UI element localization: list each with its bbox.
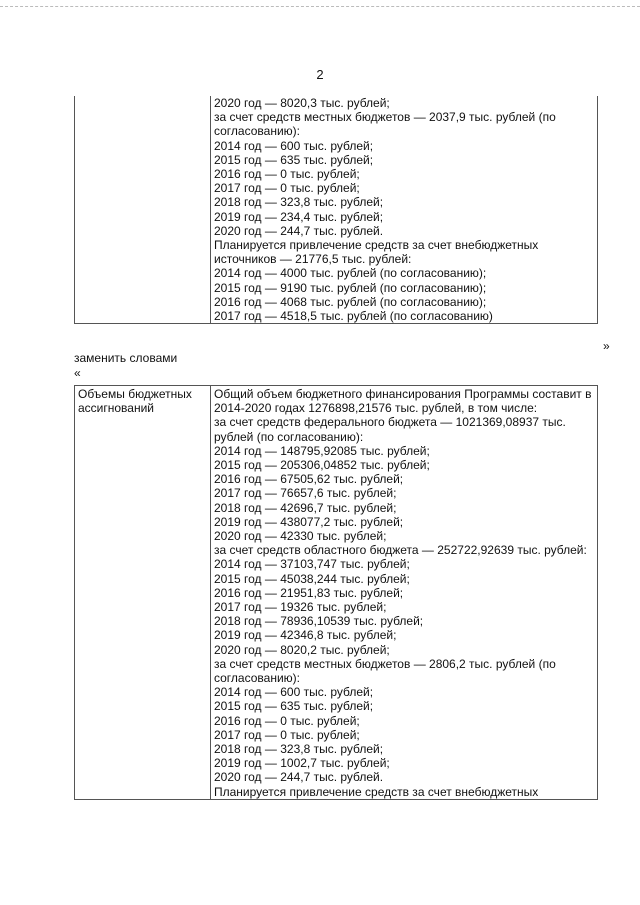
table-line: 2018 год — 78936,10539 тыс. рублей; [214,614,424,629]
table-line: 2014 год — 600 тыс. рублей; [214,685,374,700]
table-line: Планируется привлечение средств за счет внебюджетных источников — 21776,5 тыс. рублей: [214,238,539,267]
table-row [75,386,598,800]
table-line: 2016 год — 0 тыс. рублей; [214,167,360,182]
table-line: 2017 год — 0 тыс. рублей; [214,181,360,196]
table-label-cell-empty [75,96,211,324]
budget-allocations-label: Объемы бюджетных ассигнований [78,387,192,416]
table-line: 2015 год — 635 тыс. рублей; [214,699,374,714]
table-line: 2014 год — 600 тыс. рублей; [214,138,374,153]
table-line: 2016 год — 0 тыс. рублей; [214,713,360,728]
table-line: за счет средств областного бюджета — 252722,92639 тыс. рублей: [214,543,587,558]
funding-table-continued [74,96,598,324]
table-line: за счет средств местных бюджетов — 2806,2 тыс. рублей (по согласованию): [214,656,556,686]
table-line: 2016 год — 67505,62 тыс. рублей; [214,472,404,487]
table-line: 2018 год — 323,8 тыс. рублей; [214,742,384,757]
table-line: 2020 год — 244,7 тыс. рублей. [214,770,384,785]
table-line: 2019 год — 438077,2 тыс. рублей; [214,514,404,529]
table-line: 2020 год — 8020,3 тыс. рублей; [214,96,390,110]
table-line: 2016 год — 4068 тыс. рублей (по согласованию); [214,294,487,309]
page-number: 2 [316,67,324,82]
table-line: 2017 год — 0 тыс. рублей; [214,727,360,742]
table-line: 2015 год — 45038,244 тыс. рублей; [214,571,410,586]
table-line: 2017 год — 19326 тыс. рублей; [214,600,387,615]
table-line: 2014 год — 37103,747 тыс. рублей; [214,557,410,572]
table-line: 2019 год — 42346,8 тыс. рублей; [214,628,397,643]
table-line: за счет средств федерального бюджета — 1021369,08937 тыс. рублей (по согласованию): [214,415,566,444]
table-line: 2015 год — 205306,04852 тыс. рублей; [214,458,430,473]
table-line: 2017 год — 76657,6 тыс. рублей; [214,486,397,501]
table-line: 2015 год — 9190 тыс. рублей (по согласованию); [214,280,487,295]
replace-instruction: заменить словами [74,351,178,365]
opening-quote: « [74,366,81,380]
table-line: 2018 год — 323,8 тыс. рублей; [214,195,384,210]
table-line: 2016 год — 21951,83 тыс. рублей; [214,585,404,600]
table-line: Общий объем бюджетного финансирования Программы составит в 2014-2020 годах 1276898,21576 тыс. рублей, в том числе: [214,387,592,416]
table-line: 2014 год — 148795,92085 тыс. рублей; [214,443,430,458]
table-line: 2019 год — 234,4 тыс. рублей; [214,209,384,224]
table-line: 2020 год — 8020,2 тыс. рублей; [214,642,390,657]
table-line: 2019 год — 1002,7 тыс. рублей; [214,756,390,771]
table-label-cell [75,386,211,800]
table-content-cell [211,386,598,800]
table-line: 2014 год — 4000 тыс. рублей (по согласованию); [214,266,487,281]
table-row [75,96,598,324]
funding-table-new [74,385,598,800]
table-line: 2020 год — 42330 тыс. рублей; [214,529,387,544]
table-line: 2015 год — 635 тыс. рублей; [214,152,374,167]
table-line: за счет средств местных бюджетов — 2037,9 тыс. рублей (по согласованию): [214,110,556,139]
table-line: 2020 год — 244,7 тыс. рублей. [214,223,384,238]
table-content-cell [211,96,598,324]
table-line: Планируется привлечение средств за счет внебюджетных [214,784,539,799]
closing-quote: » [603,339,610,353]
scan-edge-line [0,6,640,8]
table-line: 2018 год — 42696,7 тыс. рублей; [214,500,397,515]
table-line: 2017 год — 4518,5 тыс. рублей (по согласованию) [214,309,493,324]
